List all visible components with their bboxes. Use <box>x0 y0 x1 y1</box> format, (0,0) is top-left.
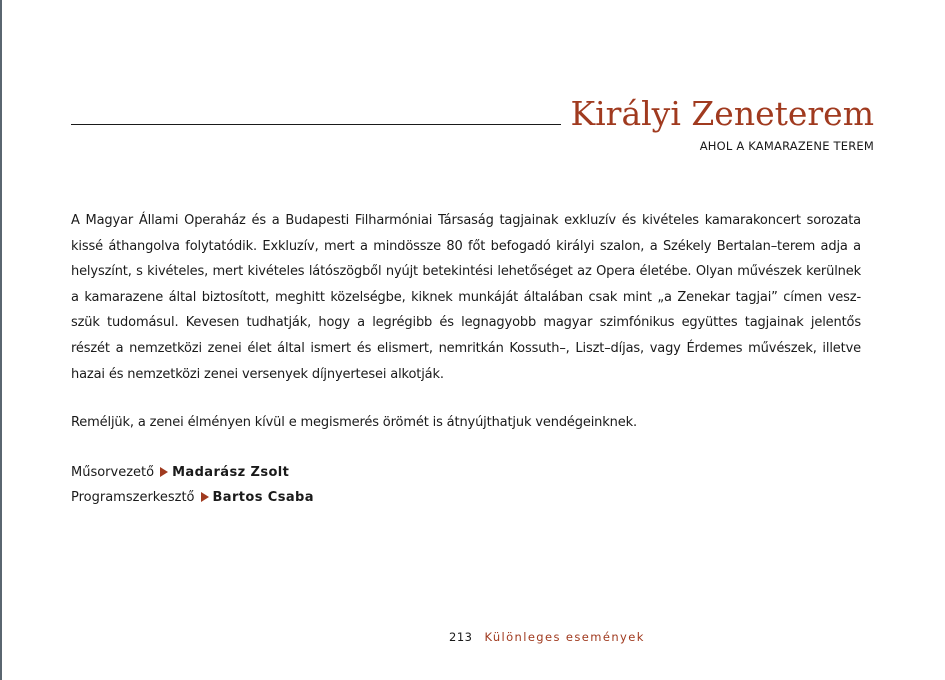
credit-row-host <box>71 460 314 485</box>
page-number: 213 <box>449 630 473 644</box>
credit-label: Programszerkesztő <box>71 490 195 505</box>
credits-list <box>71 460 314 510</box>
section-name: Különleges események <box>484 630 645 644</box>
credit-name: Bartos Csaba <box>212 490 314 505</box>
arrow-right-icon <box>160 467 168 477</box>
page-title: Királyi Zeneterem <box>570 94 874 133</box>
credit-label: Műsorvezető <box>71 465 155 480</box>
credit-name: Madarász Zsolt <box>172 465 290 480</box>
title-rule <box>71 124 561 125</box>
intro-paragraph: A Magyar Állami Operaház és a Budapesti Filharmóniai Társaság tagjainak exkluzív és kivételes kamarakoncert sorozata kissé áthangolva folytatódik. Exkluzív, mert a mindössze 80 főt befogadó királyi szalon, a Székely Bertalan–terem adja a helyszínt, s kivételes, mert kivételes látószögből nyújt betekintési lehetőséget az Opera életébe. Olyan művészek kerülnek a kamarazene által biztosított, meghitt közelségbe, kiknek munkáját általában csak mint „a Zenekar tagjai” címen vesz-szük tudomásul. Kevesen tudhatják, hogy a legrégibb és legnagyobb magyar szimfónikus együttes tagjainak jelentős részét a nemzetközi zenei élet által ismert és elismert, nemritkán Kossuth–, Liszt–díjas, vagy Érdemes művészek, illetve hazai és nemzetközi zenei versenyek díjnyertesei alkotják. <box>71 213 861 382</box>
closing-paragraph: Reméljük, a zenei élményen kívül e megismerés örömét is átnyújthatjuk vendégeinknek. <box>71 415 637 430</box>
page-left-edge <box>0 0 2 680</box>
arrow-right-icon <box>201 492 209 502</box>
page-footer <box>449 628 645 646</box>
page-subtitle: AHOL A KAMARAZENE TEREM <box>699 139 874 153</box>
credit-row-editor <box>71 485 314 510</box>
